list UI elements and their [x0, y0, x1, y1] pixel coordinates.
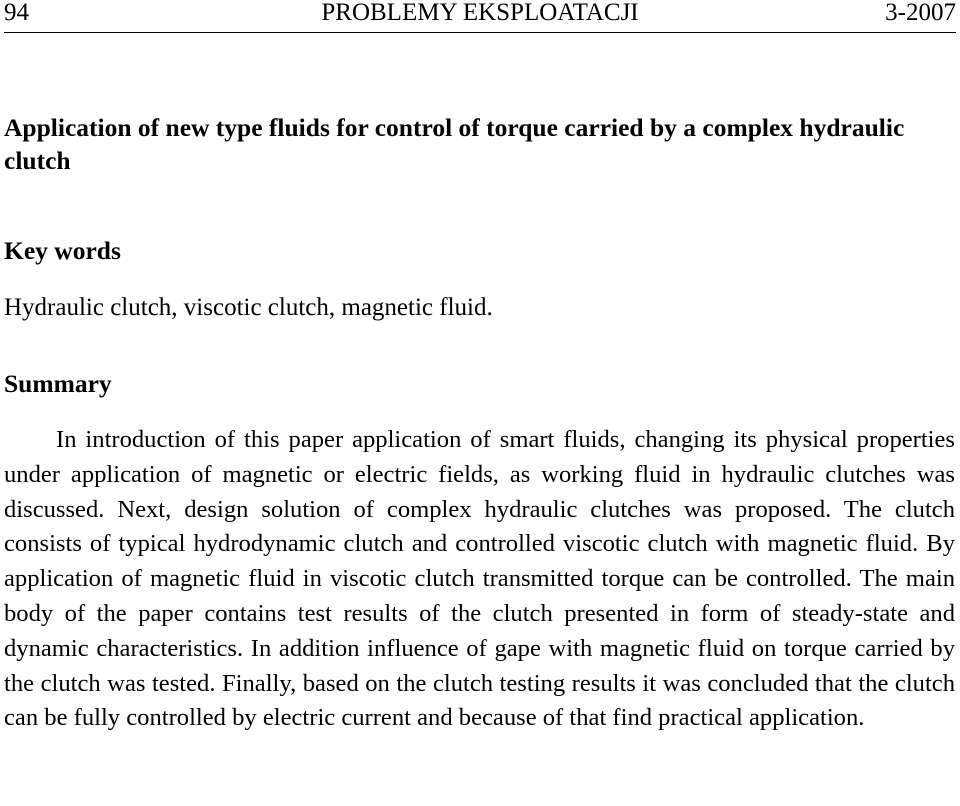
paper-title: Application of new type fluids for control of torque carried by a complex hydraulic clutch: [4, 113, 905, 175]
keywords-text: Hydraulic clutch, viscotic clutch, magnetic fluid.: [4, 294, 493, 321]
summary-text: In introduction of this paper application of smart fluids, changing its physical properties under application of magnetic or electric fields, as working fluid in hydraulic clutches was discussed. Next, design solution of complex hydraulic clutches was proposed. The clutch consists of typical hydrodynamic clutch and controlled viscotic clutch with magnetic fluid. By application of magnetic fluid in viscotic clutch transmitted torque can be controlled. The main body of the paper contains test results of the clutch presented in form of steady-state and dynamic characteristics. In addition influence of gape with magnetic fluid on torque carried by the clutch was tested. Finally, based on the clutch testing results it was concluded that the clutch can be fully controlled by electric current and because of that find practical application.: [4, 426, 955, 732]
running-header: [4, 0, 956, 33]
page-number: 94: [4, 0, 29, 26]
summary-heading: Summary: [4, 369, 112, 398]
keywords-heading: Key words: [4, 236, 121, 265]
issue-number: 3-2007: [885, 0, 956, 26]
journal-name: PROBLEMY EKSPLOATACJI: [321, 0, 639, 26]
